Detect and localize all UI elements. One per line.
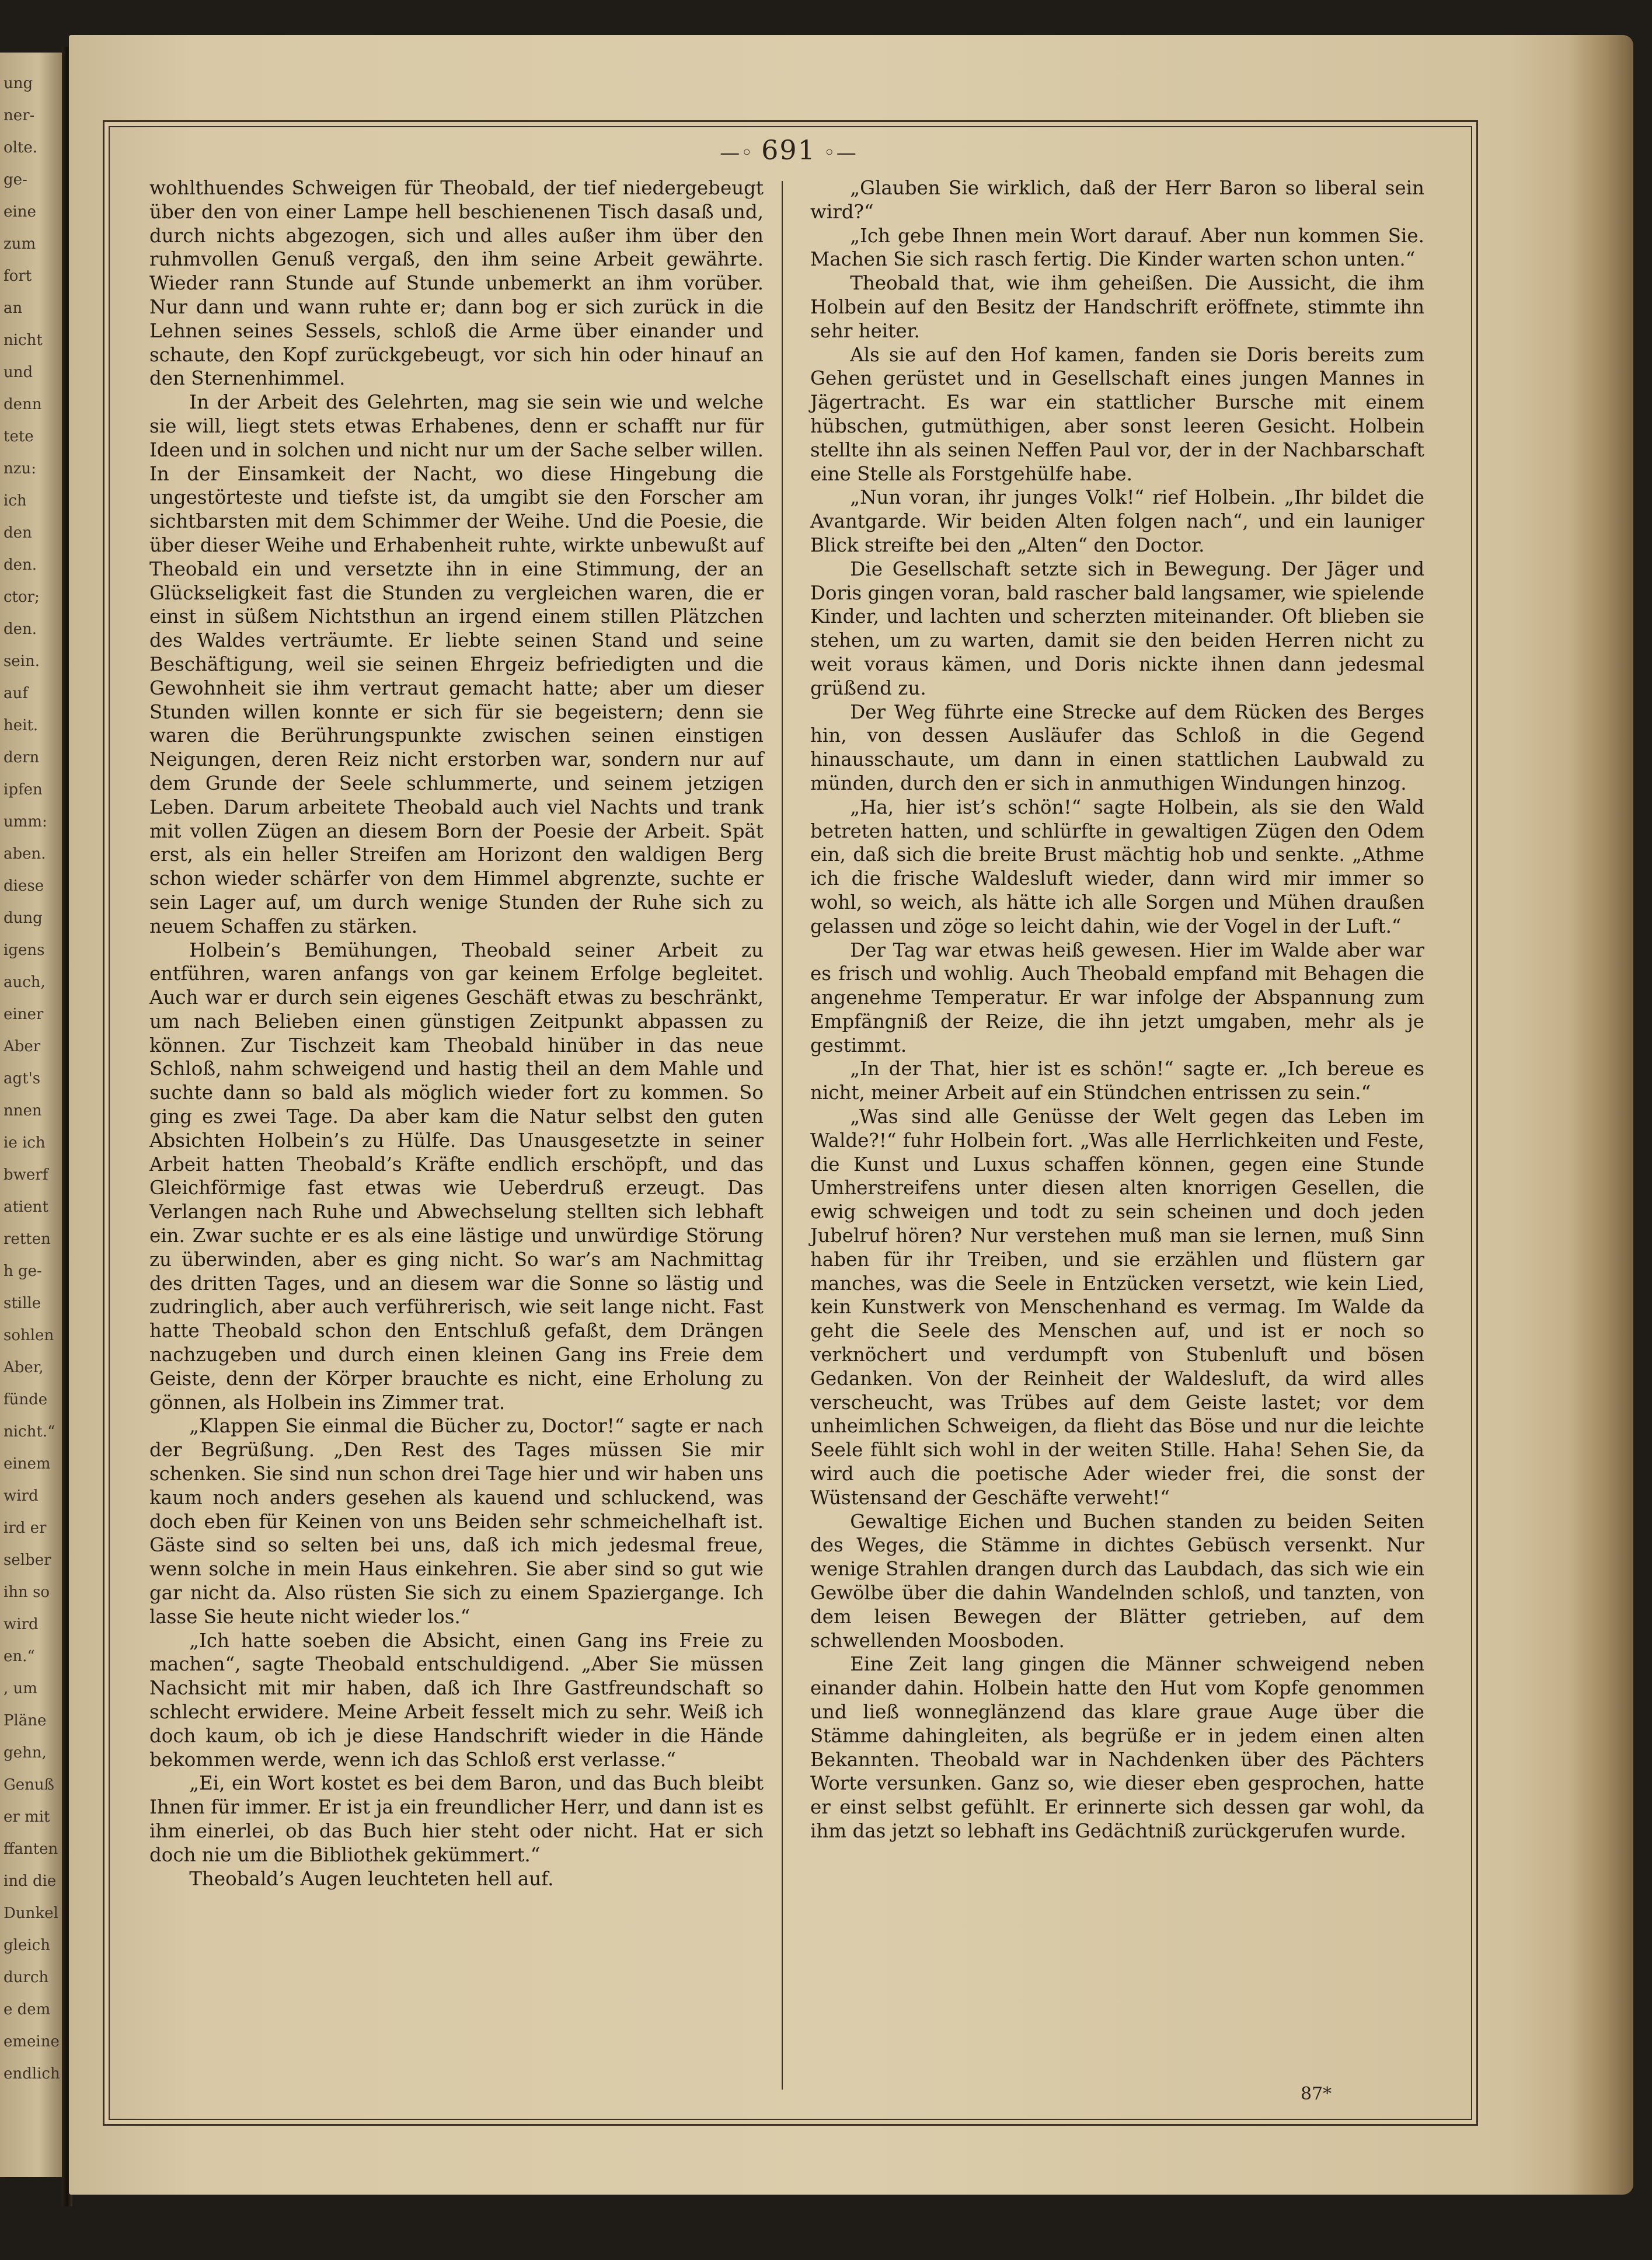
margin-fragment: ird er xyxy=(4,1519,47,1537)
paragraph: Eine Zeit lang gingen die Männer schweigend neben einander dahin. Holbein hatte den Hut vom Kopfe genommen und ließ wonneglänzend das klare graue Auge über die Stämme dahingleiten, als begrüße er in jedem einen alten Bekannten. Theobald war in Nachdenken über des Pächters Worte versunken. Ganz so, wie dieser eben gesprochen, hatte er einst selbst gefühlt. Er erinnerte sich dessen gar wohl, da ihm das jetzt so lebhaft ins Gedächtniß zurückgerufen wurde. xyxy=(810,1653,1424,1842)
paragraph: „Ei, ein Wort kostet es bei dem Baron, und das Buch bleibt Ihnen für immer. Er ist ja ein freundlicher Herr, und dann ist es ihm einerlei, ob das Buch hier steht oder nicht. Hat er sich doch nie um die Bibliothek gekümmert.“ xyxy=(149,1772,764,1866)
margin-fragment: agt's xyxy=(4,1070,41,1087)
paragraph: Der Weg führte eine Strecke auf dem Rücken des Berges hin, von dessen Ausläufer das Schloß in die Gegend hinausschaute, um dann in einen stattlichen Laubwald zu münden, durch den er sich in anmuthigen Windungen hinzog. xyxy=(810,700,1424,794)
margin-fragment: den. xyxy=(4,620,37,638)
margin-fragment: sein. xyxy=(4,653,40,670)
margin-fragment: ffanten xyxy=(4,1840,58,1858)
margin-fragment: umm: xyxy=(4,813,47,831)
paragraph: Als sie auf den Hof kamen, fanden sie Doris bereits zum Gehen gerüstet und in Gesellschaft eines jungen Mannes in Jägertracht. Es war ein stattlicher Bursche mit einem hübschen, gutmüthigen, aber sonst leeren Gesicht. Holbein stellte ihn als seinen Neffen Paul vor, der in der Nachbarschaft eine Stelle als Forstgehülfe habe. xyxy=(810,343,1424,485)
margin-fragment: Genuß xyxy=(4,1776,55,1794)
margin-fragment: und xyxy=(4,364,33,381)
column-divider xyxy=(782,181,783,2090)
right-column xyxy=(810,176,1424,1843)
signature-mark: 87* xyxy=(1301,2084,1332,2104)
margin-fragment: nicht xyxy=(4,332,43,349)
paragraph: Der Tag war etwas heiß gewesen. Hier im Walde aber war es frisch und wohlig. Auch Theobald empfand mit Behagen die angenehme Temperatur. Er war infolge der Abspannung zum Empfängniß der Reize, die ihn jetzt umgaben, mehr als je gestimmt. xyxy=(810,939,1424,1056)
margin-fragment: nicht.“ xyxy=(4,1423,55,1441)
margin-fragment: den. xyxy=(4,556,37,574)
margin-fragment: dern xyxy=(4,749,40,766)
margin-fragment: endlich xyxy=(4,2065,60,2083)
margin-fragment: igens xyxy=(4,941,45,959)
paragraph: Theobald’s Augen leuchteten hell auf. xyxy=(189,1867,554,1890)
margin-fragment: gleich xyxy=(4,1937,50,1954)
paragraph: „Glauben Sie wirklich, daß der Herr Baron so liberal sein wird?“ xyxy=(810,177,1424,223)
paragraph: In der Arbeit des Gelehrten, mag sie sein wie und welche sie will, liegt stets etwas Erhabenes, denn er schafft nur für Ideen und in solchen und nicht nur um der Sache selber willen. In der Einsamkeit der Nacht, wo diese Hingebung die ungestörteste und tiefste ist, da umgibt sie den Forscher am sichtbarsten mit dem Schimmer der Weihe. Und die Poesie, die über dieser Weihe und Erhabenheit ruhte, wirkte unbewußt auf Theobald ein und versetzte ihn in eine Stimmung, der an Glückseligkeit fast die Stunden zu vergleichen waren, die er einst in süßem Nichtsthun an irgend einem stillen Plätzchen des Waldes verträumte. Er liebte seinen Stand und seine Beschäftigung, weil sie seinen Ehrgeiz befriedigten und die Gewohnheit sie ihm vertraut gemacht hatte; aber um dieser Stunden willen konnte er sich für sie begeistern; denn sie waren die Berührungspunkte zwischen seinen einstigen Neigungen, deren Reiz nicht erstorben war, sondern nur auf dem Grunde der Seele schlummerte, und seinem jetzigen Leben. Darum arbeitete Theobald auch viel Nachts und trank mit vollen Zügen an diesem Born der Poesie der Arbeit. Spät erst, als ein heller Streifen am Horizont den waldigen Berg schon wieder schärfer von dem Himmel abgrenzte, suchte er sein Lager auf, um durch wenige Stunden der Ruhe sich zu neuem Schaffen zu stärken. xyxy=(149,391,764,937)
margin-fragment: wird xyxy=(4,1616,39,1633)
margin-fragment: eine xyxy=(4,203,36,221)
margin-fragment: atient xyxy=(4,1198,48,1216)
margin-fragment: heit. xyxy=(4,717,39,734)
left-column xyxy=(149,176,764,1891)
paragraph: „Ich gebe Ihnen mein Wort darauf. Aber nun kommen Sie. Machen Sie sich rasch fertig. Die Kinder warten schon unten.“ xyxy=(810,224,1424,271)
margin-fragment: denn xyxy=(4,396,42,413)
margin-fragment: fort xyxy=(4,267,32,285)
paragraph: „Ha, hier ist’s schön!“ sagte Holbein, als sie den Wald betreten hatten, und schlürfte in gewaltigen Zügen den Odem ein, daß sich die breite Brust mächtig hob und senkte. „Athme ich die frische Waldesluft wieder, dann wird mir immer so wohl, so weich, als hätte ich alle Sorgen und Mühen draußen gelassen und zöge so leicht dahin, wie der Vogel in der Luft.“ xyxy=(810,796,1424,937)
margin-fragment: fünde xyxy=(4,1391,48,1408)
margin-fragment: h ge- xyxy=(4,1262,42,1280)
margin-fragment: en.“ xyxy=(4,1648,35,1665)
margin-fragment: selber xyxy=(4,1551,51,1569)
margin-fragment: er mit xyxy=(4,1808,50,1826)
margin-fragment: einem xyxy=(4,1455,51,1473)
margin-fragment: diese xyxy=(4,877,44,895)
page-header xyxy=(69,134,1508,166)
page-number: 691 xyxy=(761,134,816,166)
adjacent-left-page xyxy=(0,53,64,2177)
header-ornament-left: —◦ xyxy=(720,141,762,165)
paragraph: „In der That, hier ist es schön!“ sagte er. „Ich bereue es nicht, meiner Arbeit auf ein Stündchen entrissen zu sein.“ xyxy=(810,1058,1424,1104)
margin-fragment: auf xyxy=(4,685,28,702)
margin-fragment: ge- xyxy=(4,171,27,189)
margin-fragment: Pläne xyxy=(4,1712,47,1729)
margin-fragment: dung xyxy=(4,909,43,927)
margin-fragment: durch xyxy=(4,1969,49,1986)
margin-fragment: e dem xyxy=(4,2001,51,2018)
margin-fragment: tete xyxy=(4,428,34,445)
margin-fragment: ie ich xyxy=(4,1134,46,1152)
margin-fragment: ctor; xyxy=(4,588,40,606)
margin-fragment: auch, xyxy=(4,974,46,991)
margin-fragment: ner- xyxy=(4,107,35,124)
margin-fragment: aben. xyxy=(4,845,46,863)
margin-fragment: nnen xyxy=(4,1102,42,1119)
paragraph: „Was sind alle Genüsse der Welt gegen das Leben im Walde?!“ fuhr Holbein fort. „Was alle Herrlichkeiten und Feste, die Kunst und Luxus schaffen können, gegen eine Stunde Umherstreifens unter diesen alten knorrigen Gesellen, die ewig schweigen und todt zu sein scheinen und doch jeden Jubelruf hören? Nur verstehen muß man sie lernen, muß Sinn haben für ihr Treiben, und sie erzählen und flüstern gar manches, was die Seele in Entzücken versetzt, wie kein Lied, kein Kunstwerk von Menschenhand es vermag. Im Walde da geht die Seele des Menschen auf, und ist er noch so verknöchert und verdumpft von Stubenluft und bösen Gedanken. Von der Reinheit der Waldesluft, da wird alles verscheucht, was Trübes auf dem Geiste lastet; vor dem unheimlichen Schweigen, da flieht das Böse und nur die leichte Seele fühlt sich wohl in der weiten Stille. Haha! Sehen Sie, da wird auch die poetische Ader wieder frei, die sonst der Wüstensand der Geschäfte verweht!“ xyxy=(810,1105,1424,1509)
margin-fragment: olte. xyxy=(4,139,38,156)
margin-fragment: retten xyxy=(4,1230,51,1248)
margin-fragment: , um xyxy=(4,1680,37,1697)
margin-fragment: stille xyxy=(4,1295,41,1312)
margin-fragment: wird xyxy=(4,1487,39,1505)
paragraph: „Klappen Sie einmal die Bücher zu, Doctor!“ sagte er nach der Begrüßung. „Den Rest des Tages müssen Sie mir schenken. Sie sind nun schon drei Tage hier und wir haben uns kaum noch anders gesehen als kauend und schluckend, was doch eben für Keinen von uns Beiden sehr schmeichelhaft ist. Gäste sind so selten bei uns, daß ich mich jedesmal freue, wenn solche in mein Haus einkehren. Sie aber sind so gut wie gar nicht da. Also rüsten Sie sich zu einem Spaziergange. Ich lasse Sie heute nicht wieder los.“ xyxy=(149,1415,764,1628)
margin-fragment: sohlen xyxy=(4,1327,54,1344)
margin-fragment: an xyxy=(4,299,23,317)
margin-fragment: ich xyxy=(4,492,27,510)
book-page xyxy=(69,35,1633,2195)
margin-fragment: Dunkel xyxy=(4,1905,58,1922)
margin-fragment: einer xyxy=(4,1006,44,1023)
margin-fragment: Aber xyxy=(4,1038,41,1055)
paragraph: „Nun voran, ihr junges Volk!“ rief Holbein. „Ihr bildet die Avantgarde. Wir beiden Alten folgen nach“, und ein launiger Blick streifte bei den „Alten“ den Doctor. xyxy=(810,486,1424,556)
paragraph: Gewaltige Eichen und Buchen standen zu beiden Seiten des Weges, die Stämme in dichtes Gebüsch versenkt. Nur wenige Strahlen drangen durch das Laubdach, das sich wie ein Gewölbe über die dahin Wandelnden schloß, und tanzten, von dem leisen Bewegen der Blätter getrieben, auf dem schwellenden Moosboden. xyxy=(810,1510,1424,1652)
margin-fragment: ihn so xyxy=(4,1584,50,1601)
margin-fragment: den xyxy=(4,524,32,542)
margin-fragment: zum xyxy=(4,235,36,253)
paragraph: Theobald that, wie ihm geheißen. Die Aussicht, die ihm Holbein auf den Besitz der Handschrift eröffnete, stimmte ihn sehr heiter. xyxy=(810,272,1424,342)
paragraph: „Ich hatte soeben die Absicht, einen Gang ins Freie zu machen“, sagte Theobald entschuldigend. „Aber Sie müssen Nachsicht mit mir haben, daß ich Ihre Gastfreundschaft so schlecht erwidere. Meine Arbeit fesselt mich zu sehr. Weiß ich doch kaum, ob ich je diese Handschrift wieder in die Hände bekommen werde, wenn ich das Schloß erst verlasse.“ xyxy=(149,1629,764,1771)
margin-fragment: emeine xyxy=(4,2033,60,2050)
paragraph: wohlthuendes Schweigen für Theobald, der tief niedergebeugt über den von einer Lampe hell beschienenen Tisch dasaß und, durch nichts abgezogen, sich und alles außer ihm über den ruhmvollen Genuß vergaß, den ihm seine Arbeit gewährte. Wieder rann Stunde auf Stunde unbemerkt an ihm vorüber. Nur dann und wann ruhte er; dann bog er sich zurück in die Lehnen seines Sessels, schloß die Arme über einander und schaute, den Kopf zurückgebeugt, vor sich hin oder hinauf an den Sternenhimmel. xyxy=(149,177,764,390)
margin-fragment: ipfen xyxy=(4,781,43,798)
margin-fragment: ind die xyxy=(4,1872,57,1890)
margin-fragment: ung xyxy=(4,75,33,92)
paragraph: Holbein’s Bemühungen, Theobald seiner Arbeit zu entführen, waren anfangs von gar keinem Erfolge begleitet. Auch war er durch sein eigenes Geschäft etwas zu beschränkt, um nach Belieben einen günstigen Zeitpunkt abpassen zu können. Zur Tischzeit kam Theobald hinüber in das neue Schloß, nahm schweigend und hastig theil an dem Mahle und suchte dann so bald als möglich wieder fort zu kommen. So ging es zwei Tage. Da aber kam die Natur selbst den guten Absichten Holbein’s zu Hülfe. Das Unausgesetzte in seiner Arbeit hatten Theobald’s Kräfte endlich erschöpft, und das Gleichförmige fast etwas wie Ueberdruß erzeugt. Das Verlangen nach Ruhe und Abwechselung stellten sich lebhaft ein. Zwar suchte er es als eine lästige und unwürdige Störung zu überwinden, aber es ging nicht. So war’s am Nachmittag des dritten Tages, und an diesem war die Sonne so lästig und zudringlich, aber auch verführerisch, wie seit lange nicht. Fast hatte Theobald schon den Entschluß gefaßt, dem Drängen nachzugeben und durch einen kleinen Gang ins Freie dem Geiste, denn der Körper brauchte es nicht, eine Erholung zu gönnen, als Holbein ins Zimmer trat. xyxy=(149,939,764,1414)
page-edge-wear xyxy=(1569,35,1633,2195)
header-ornament-right: ◦— xyxy=(815,141,858,165)
margin-fragment: gehn, xyxy=(4,1744,47,1762)
paragraph: Die Gesellschaft setzte sich in Bewegung. Der Jäger und Doris gingen voran, bald rascher bald langsamer, wie spielende Kinder, und lachten und scherzten miteinander. Oft blieben sie stehen, um zu warten, damit sie den beiden Herren nicht zu weit voraus kämen, und Doris nickte ihnen dann jedesmal grüßend zu. xyxy=(810,557,1424,699)
margin-fragment: nzu: xyxy=(4,460,36,477)
margin-fragment: bwerf xyxy=(4,1166,48,1184)
margin-fragment: Aber, xyxy=(4,1359,44,1376)
